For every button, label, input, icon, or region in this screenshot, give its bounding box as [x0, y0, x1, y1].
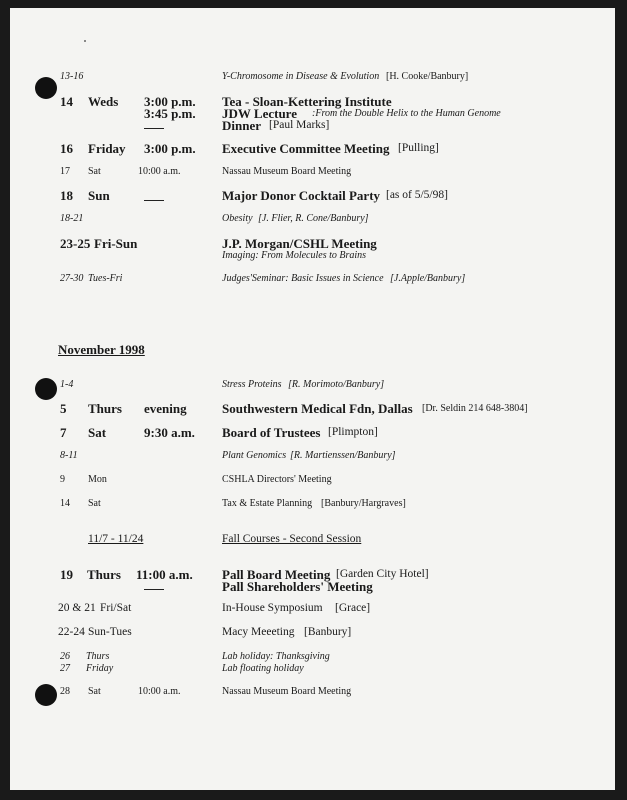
day: Sat — [88, 166, 101, 177]
date: 17 — [60, 166, 70, 177]
event-desc: Nassau Museum Board Meeting — [222, 686, 352, 697]
event-note: [Grace] — [335, 602, 371, 614]
time: 10:00 a.m. — [138, 166, 181, 177]
event-note: [Paul Marks] — [269, 119, 330, 131]
date: 13-16 — [60, 71, 84, 82]
event-title: Board of Trustees — [222, 425, 321, 440]
date: 22-24 — [58, 626, 85, 638]
day: Tues-Fri — [88, 273, 123, 284]
date: 19 — [60, 567, 73, 582]
time: 3:00 p.m. — [144, 94, 196, 109]
date: 18 — [60, 188, 73, 203]
date: 9 — [60, 474, 65, 485]
event-title: Southwestern Medical Fdn, Dallas — [222, 401, 413, 416]
day: Friday — [86, 663, 114, 674]
day: Sun-Tues — [88, 626, 132, 638]
day: Sun — [88, 188, 110, 203]
day: Sat — [88, 425, 107, 440]
blank-time-line — [144, 128, 164, 129]
punch-hole — [35, 684, 57, 706]
punch-hole — [35, 378, 57, 400]
event-note: [Garden City Hotel] — [336, 568, 429, 580]
date: 28 — [60, 686, 70, 697]
event-subtitle: Imaging: From Molecules to Brains — [222, 250, 367, 261]
date: 23-25 — [60, 236, 91, 251]
day: Weds — [88, 94, 119, 109]
event-note: [J. Flier, R. Cone/Banbury] — [258, 213, 369, 224]
time: 11:00 a.m. — [136, 567, 193, 582]
event-title: Pall Shareholders' Meeting — [222, 579, 373, 594]
time: evening — [144, 401, 187, 416]
event-note: [J.Apple/Banbury] — [390, 273, 466, 284]
event-desc: Macy Meeeting — [222, 626, 295, 638]
event-title: Executive Committee Meeting — [222, 141, 390, 156]
date: 18-21 — [60, 213, 84, 224]
date-range: 11/7 - 11/24 — [88, 533, 144, 545]
event-desc: CSHLA Directors' Meeting — [222, 474, 332, 485]
date: 26 — [60, 651, 70, 662]
time: 3:45 p.m. — [144, 106, 196, 121]
day: Mon — [88, 474, 107, 485]
event-desc: Tax & Estate Planning — [222, 498, 313, 509]
day: Fri/Sat — [100, 602, 132, 614]
day: Sat — [88, 498, 101, 509]
event-desc: Nassau Museum Board Meeting — [222, 166, 352, 177]
time: 10:00 a.m. — [138, 686, 181, 697]
date: 14 — [60, 498, 70, 509]
event-note: [R. Morimoto/Banbury] — [288, 379, 385, 390]
event-desc: Lab holiday: Thanksgiving — [222, 651, 330, 662]
day: Thurs — [87, 567, 121, 582]
date: 8-11 — [60, 450, 78, 461]
blank-time-line — [144, 589, 164, 590]
date: 1-4 — [60, 379, 74, 390]
blank-time-line — [144, 200, 164, 201]
event-note: [Dr. Seldin 214 648-3804] — [422, 403, 528, 414]
event-note: [R. Martienssen/Banbury] — [290, 450, 396, 461]
time: 3:00 p.m. — [144, 141, 196, 156]
punch-hole — [35, 77, 57, 99]
month-heading: November 1998 — [58, 342, 145, 357]
date: 5 — [60, 401, 67, 416]
event-title: Dinner — [222, 118, 261, 133]
event-note: [Plimpton] — [328, 426, 378, 438]
event-title: JDW Lecture — [222, 106, 297, 121]
event-desc: Fall Courses - Second Session — [222, 533, 362, 545]
event-desc: Stress Proteins — [222, 379, 282, 390]
date: 20 & 21 — [58, 602, 96, 614]
event-desc: Plant Genomics — [222, 450, 287, 461]
event-desc: In-House Symposium — [222, 602, 323, 614]
date: 27 — [60, 663, 70, 674]
event-note: [Banbury] — [304, 626, 352, 638]
event-note: [as of 5/5/98] — [386, 189, 448, 201]
date: 7 — [60, 425, 67, 440]
date: 16 — [60, 141, 73, 156]
event-title: Major Donor Cocktail Party — [222, 188, 381, 203]
event-subtitle: :From the Double Helix to the Human Genome — [312, 108, 501, 119]
day: Friday — [88, 141, 126, 156]
event-note: [Banbury/Hargraves] — [321, 498, 406, 509]
event-title: J.P. Morgan/CSHL Meeting — [222, 236, 377, 251]
event-note: [Pulling] — [398, 142, 439, 154]
event-title: Tea - Sloan-Kettering Institute — [222, 94, 392, 109]
event-desc: Lab floating holiday — [222, 663, 304, 674]
event-desc: Obesity — [222, 213, 253, 224]
event-note: [H. Cooke/Banbury] — [386, 71, 469, 82]
event-desc: Y-Chromosome in Disease & Evolution — [222, 71, 380, 82]
speck — [84, 40, 86, 42]
day: Sat — [88, 686, 101, 697]
day: Fri-Sun — [94, 236, 138, 251]
day: Thurs — [88, 401, 122, 416]
time: 9:30 a.m. — [144, 425, 195, 440]
date: 27-30 — [60, 273, 84, 284]
day: Thurs — [86, 651, 110, 662]
event-title: Pall Board Meeting — [222, 567, 331, 582]
date: 14 — [60, 94, 73, 109]
event-desc: Judges'Seminar: Basic Issues in Science — [222, 273, 384, 284]
